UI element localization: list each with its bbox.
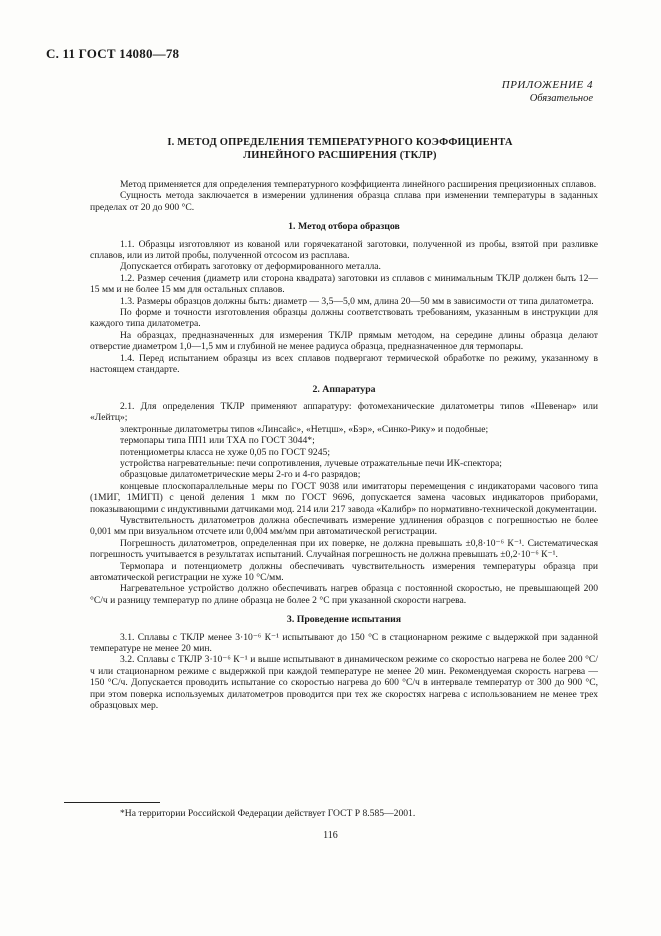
document-body	[90, 179, 598, 711]
paragraph: 1.2. Размер сечения (диаметр или сторона квадрата) заготовки из сплавов с минимальным ТКЛР должен быть 12—15 мм и не более 15 мм для остальных сплавов.	[90, 272, 598, 296]
appendix-label	[393, 78, 593, 106]
paragraph: 3.1. Сплавы с ТКЛР менее 3·10⁻⁶ К⁻¹ испытывают до 150 °С в стационарном режиме с выдержкой при заданной температуре не менее 20 мин.	[90, 631, 598, 655]
intro-paragraph: Метод применяется для определения температурного коэффициента линейного расширения прецизионных сплавов.	[120, 179, 597, 190]
paragraph: Погрешность дилатометров, определенная при их поверке, не должна превышать ±0,8·10⁻⁶ К⁻¹. Систематическая погрешность учитывается в результатах испытаний. Случайная погрешность не должна превышать ±0,2·10⁻⁶ К⁻¹.	[90, 537, 598, 561]
intro-paragraph: Сущность метода заключается в измерении удлинения образца сплава при изменении температуры в заданных пределах от 20 до 900 °С.	[90, 190, 598, 213]
appendix-subtitle: Обязательное	[529, 93, 593, 104]
main-title-line1: I. МЕТОД ОПРЕДЕЛЕНИЯ ТЕМПЕРАТУРНОГО КОЭФФИЦИЕНТА	[167, 137, 513, 148]
paragraph: термопары типа ПП1 или ТХА по ГОСТ 3044*;	[120, 435, 315, 447]
paragraph: потенциометры класса не хуже 0,05 по ГОСТ 9245;	[120, 446, 330, 458]
paragraph: устройства нагревательные: печи сопротивления, лучевые отражательные печи ИК-спектора;	[120, 457, 502, 469]
paragraph: концевые плоскопараллельные меры по ГОСТ 9038 или имитаторы перемещения с индикаторами часового типа (1МИГ, 1МИГП) с ценой деления 1 мкм по ГОСТ 9696, допускается замена часовых индикаторов приборами, показывающими с индуктивными датчиками мод. 214 или 217 завода «Калибр» по нормативно-технической документации.	[90, 480, 598, 515]
footnote: *На территории Российской Федерации действует ГОСТ Р 8.585—2001.	[120, 808, 416, 819]
paragraph: 2.1. Для определения ТКЛР применяют аппаратуру: фотомеханические дилатометры типов «Шевенар» или «Лейтц»;	[90, 400, 598, 424]
paragraph: образцовые дилатометрические меры 2-го и 4-го разрядов;	[120, 469, 361, 481]
main-title	[90, 137, 590, 162]
paragraph: На образцах, предназначенных для измерения ТКЛР прямым методом, на середине длины образца делают отверстие диаметром 1,0—1,5 мм и глубиной не менее радиуса образца, предназначенное для термопары.	[90, 329, 598, 353]
paragraph: 3.2. Сплавы с ТКЛР 3·10⁻⁶ К⁻¹ и выше испытывают в динамическом режиме со скоростью нагрева не более 200 °С/ч или стационарном режиме с выдержкой при каждой температуре не менее 20 мин. Рекомендуемая скорость нагрева — 150 °С/ч. Допускается проводить испытание со скоростью нагрева до 600 °С/ч в интервале температур от 300 до 900 °С, при этом поверка используемых дилатометров проводится при тех же скоростях нагрева с использованием не менее трех образцовых мер.	[90, 654, 598, 712]
paragraph: Термопара и потенциометр должны обеспечивать чувствительность измерения температуры образца при автоматической регистрации не хуже 10 °С/мм.	[90, 560, 598, 583]
footnote-divider	[64, 802, 160, 803]
paragraph: 1.1. Образцы изготовляют из кованой или горячекатаной заготовки, полученной из пробы, взятой при разливке сплавов, или из литой пробы, полученной отсосом из расплава.	[90, 238, 598, 262]
section-heading: 1. Метод отбора образцов	[288, 221, 400, 233]
appendix-title: ПРИЛОЖЕНИЕ 4	[501, 79, 593, 91]
page-header: С. 11 ГОСТ 14080—78	[46, 46, 180, 61]
paragraph: электронные дилатометры типов «Линсайс», «Нетцш», «Бэр», «Синко-Рику» и подобные;	[120, 423, 489, 435]
paragraph: Допускается отбирать заготовку от деформированного металла.	[120, 261, 381, 273]
main-title-line2: ЛИНЕЙНОГО РАСШИРЕНИЯ (ТКЛР)	[243, 149, 437, 161]
paragraph: Нагревательное устройство должно обеспечивать нагрев образца с постоянной скоростью, не превышающей 200 °С/ч и разницу температур по длине образца не более 2 °С при указанной скорости нагрева.	[90, 583, 598, 606]
paragraph: Чувствительность дилатометров должна обеспечивать измерение удлинения образцов с погрешностью не более 0,001 мм при визуальном отсчете или 0,004 мм/мм при автоматической регистрации.	[90, 514, 598, 538]
paragraph: 1.3. Размеры образцов должны быть: диаметр — 3,5—5,0 мм, длина 20—50 мм в зависимости от типа дилатометра.	[120, 295, 594, 307]
paragraph: 1.4. Перед испытанием образцы из всех сплавов подвергают термической обработке по режиму, указанному в настоящем стандарте.	[90, 352, 598, 376]
section-heading: 2. Аппаратура	[312, 383, 376, 395]
section-heading: 3. Проведение испытания	[286, 614, 402, 626]
paragraph: По форме и точности изготовления образцы должны соответствовать требованиям, указанным в инструкции для каждого типа дилатометра.	[90, 307, 598, 330]
page-number: 116	[323, 830, 338, 841]
